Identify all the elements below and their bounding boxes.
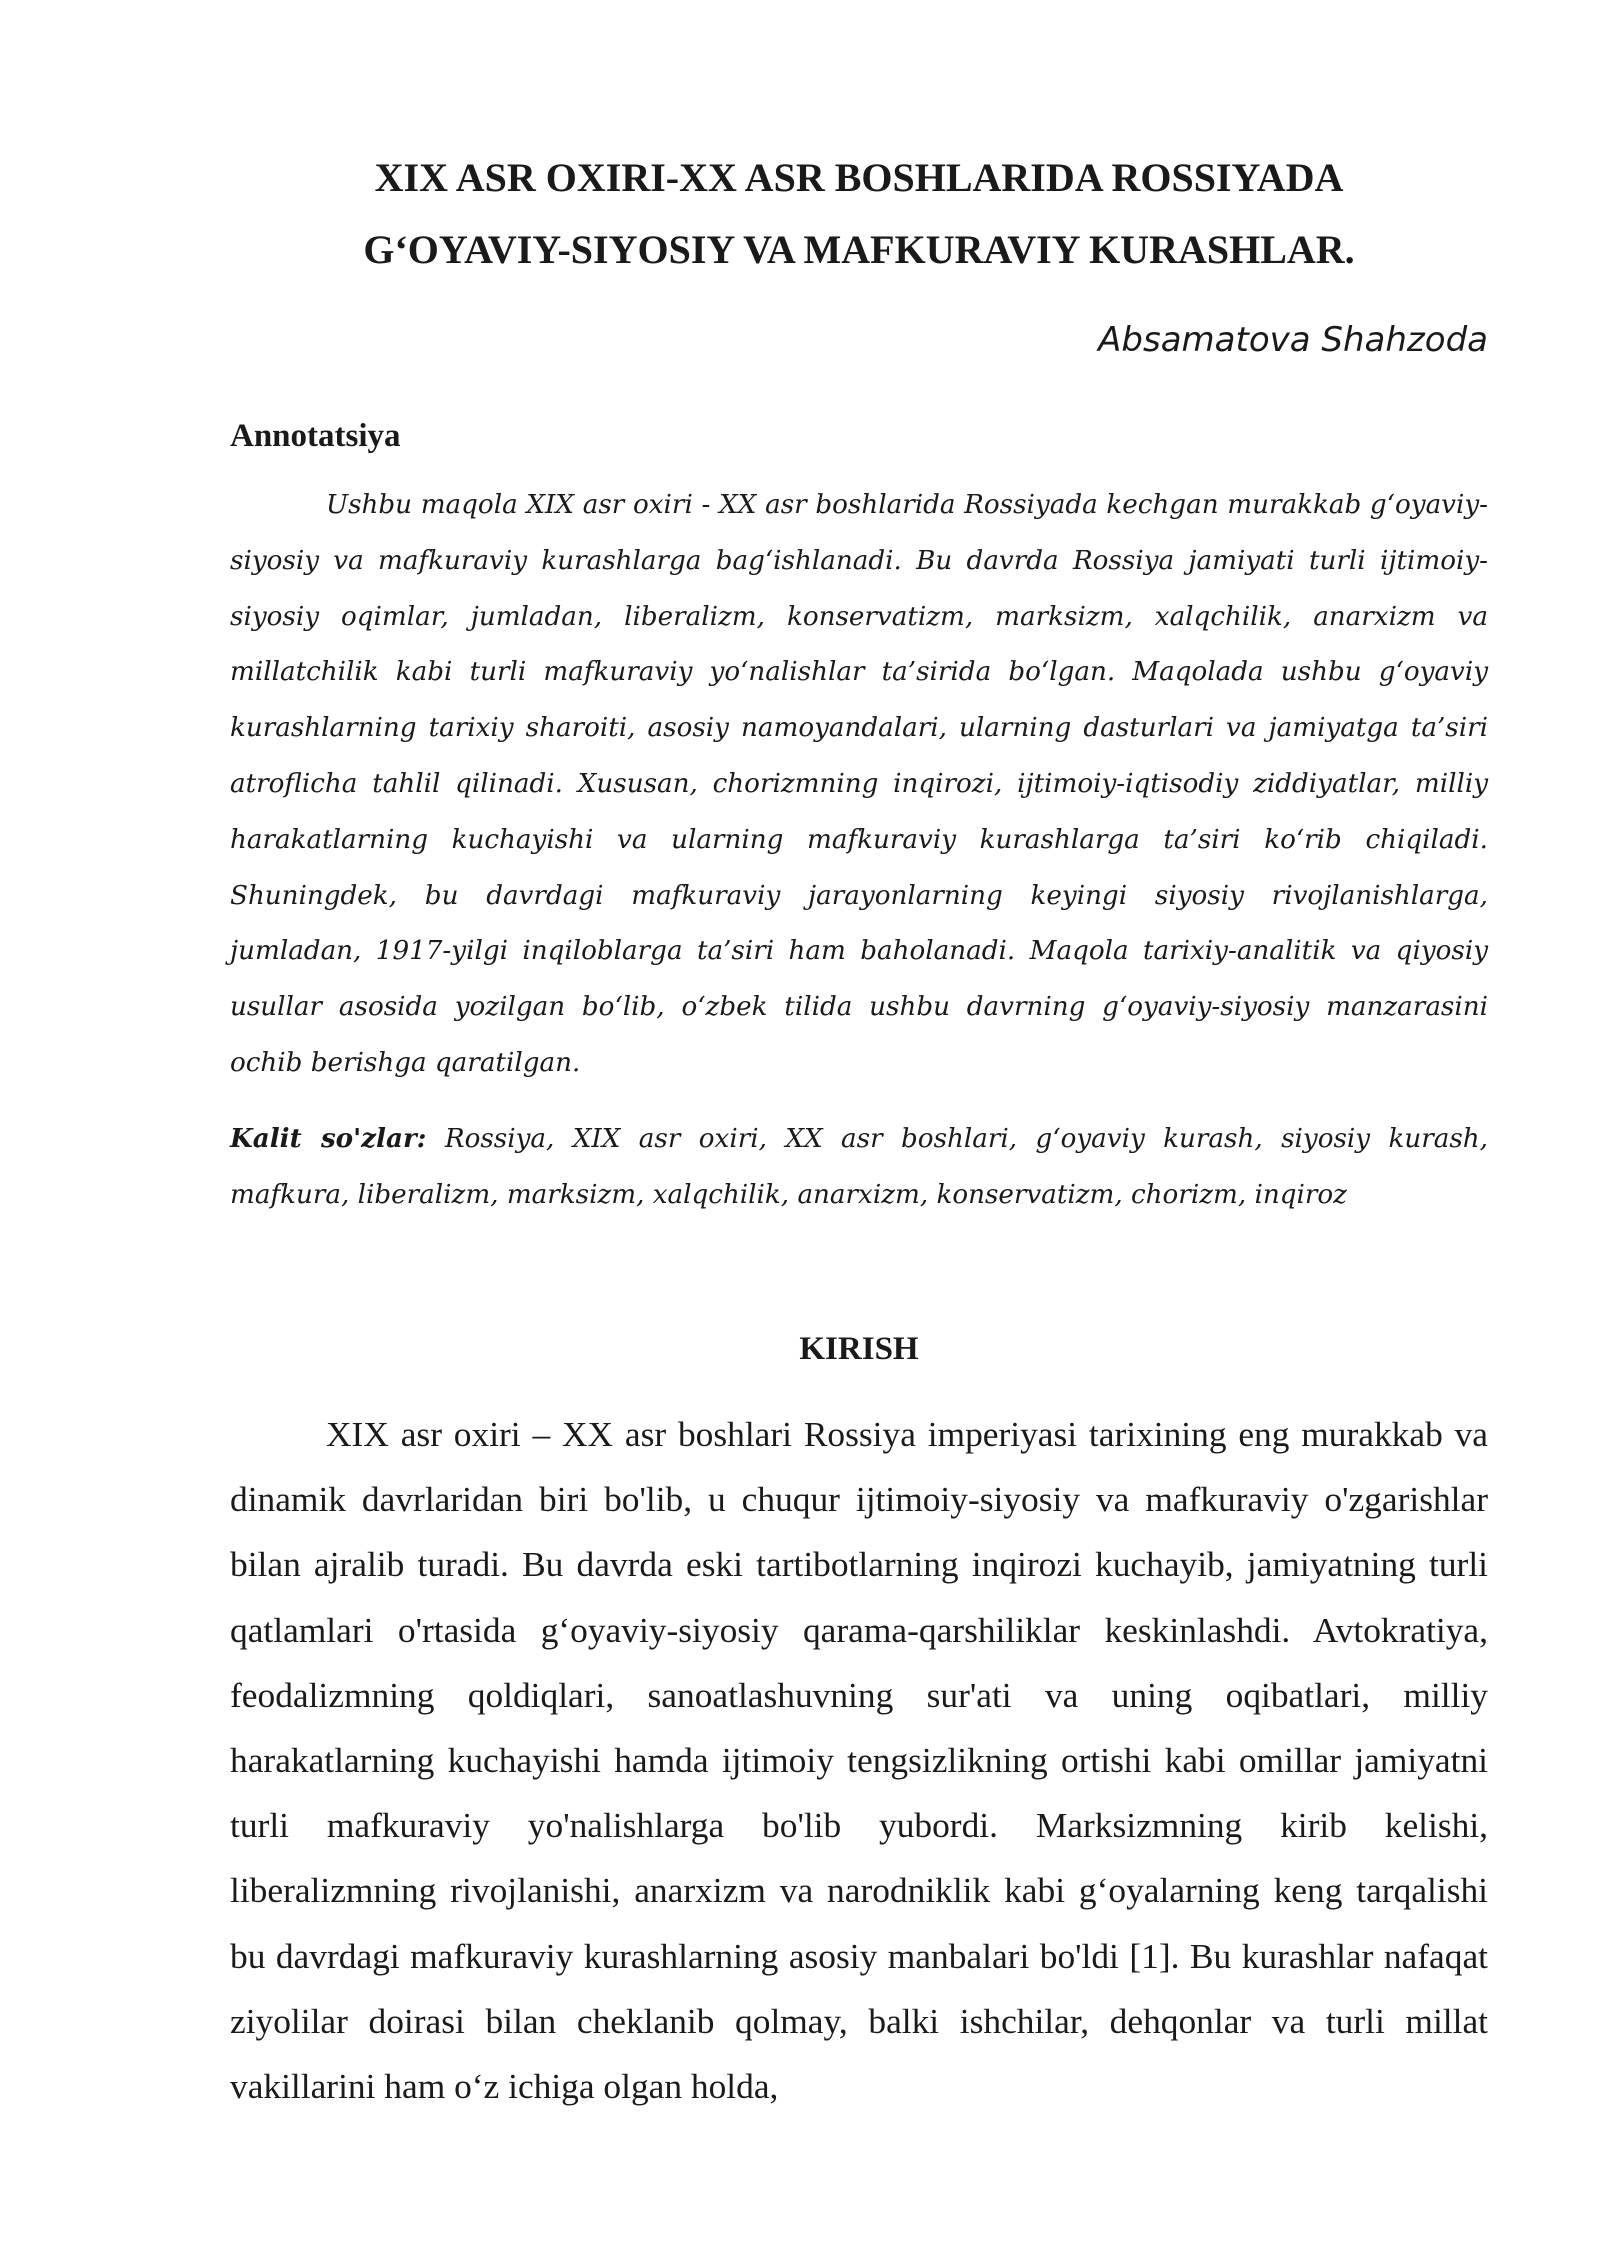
keywords-label: Kalit so'zlar: (230, 1123, 427, 1154)
intro-paragraph: XIX asr oxiri – XX asr boshlari Rossiya imperiyasi tarixining eng murakkab va dinamik davrlaridan biri bo'lib, u chuqur ijtimoiy-siyosiy va mafkuraviy o'zgarishlar bilan ajralib turadi. Bu davrda eski tartibotlarning inqirozi kuchayib, jamiyatning turli qatlamlari o'rtasida g‘oyaviy-siyosiy qarama-qarshiliklar keskinlashdi. Avtokratiya, feodalizmning qoldiqlari, sanoatlashuvning sur'ati va uning oqibatlari, milliy harakatlarning kuchayishi hamda ijtimoiy tengsizlikning ortishi kabi omillar jamiyatni turli mafkuraviy yo'nalishlarga bo'lib yubordi. Marksizmning kirib kelishi, liberalizmning rivojlanishi, anarxizm va narodniklik kabi g‘oyalarning keng tarqalishi bu davrdagi mafkuraviy kurashlarning asosiy manbalari bo'ldi [1]. Bu kurashlar nafaqat ziyolilar doirasi bilan cheklanib qolmay, balki ishchilar, dehqonlar va turli millat vakillarini ham o‘z ichiga olgan holda, (230, 1414, 1488, 2107)
keywords-paragraph (230, 1111, 1488, 1223)
title-line-1: XIX ASR OXIRI-XX ASR BOSHLARIDA ROSSIYADA (374, 155, 1344, 200)
author-name: Absamatova Shahzoda (1098, 320, 1488, 360)
section-heading-kirish: KIRISH (799, 1331, 919, 1367)
title-line-2: G‘OYAVIY-SIYOSIY VA MAFKURAVIY KURASHLAR. (363, 227, 1355, 272)
article-title (230, 142, 1488, 286)
annotation-heading: Annotatsiya (230, 418, 401, 454)
annotation-text: Ushbu maqola XIX asr oxiri - XX asr boshlarida Rossiyada kechgan murakkab g‘oyaviy-siyosiy va mafkuraviy kurashlarga bag‘ishlanadi. Bu davrda Rossiya jamiyati turli ijtimoiy-siyosiy oqimlar, jumladan, liberalizm, konservatizm, marksizm, xalqchilik, anarxizm va millatchilik kabi turli mafkuraviy yo‘nalishlar ta’sirida bo‘lgan. Maqolada ushbu g‘oyaviy kurashlarning tarixiy sharoiti, asosiy namoyandalari, ularning dasturlari va jamiyatga ta’siri atroflicha tahlil qilinadi. Xususan, chorizmning inqirozi, ijtimoiy-iqtisodiy ziddiyatlar, milliy harakatlarning kuchayishi va ularning mafkuraviy kurashlarga ta’siri ko‘rib chiqiladi. Shuningdek, bu davrdagi mafkuraviy jarayonlarning keyingi siyosiy rivojlanishlarga, jumladan, 1917-yilgi inqiloblarga ta’siri ham baholanadi. Maqola tarixiy-analitik va qiyosiy usullar asosida yozilgan bo‘lib, o‘zbek tilida ushbu davrning g‘oyaviy-siyosiy manzarasini ochib berishga qaratilgan. (230, 490, 1488, 1078)
keywords-list: Rossiya, XIX asr oxiri, XX asr boshlari, g‘oyaviy kurash, siyosiy kurash, mafkura, liberalizm, marksizm, xalqchilik, anarxizm, konservatizm, chorizm, inqiroz (230, 1124, 1488, 1210)
